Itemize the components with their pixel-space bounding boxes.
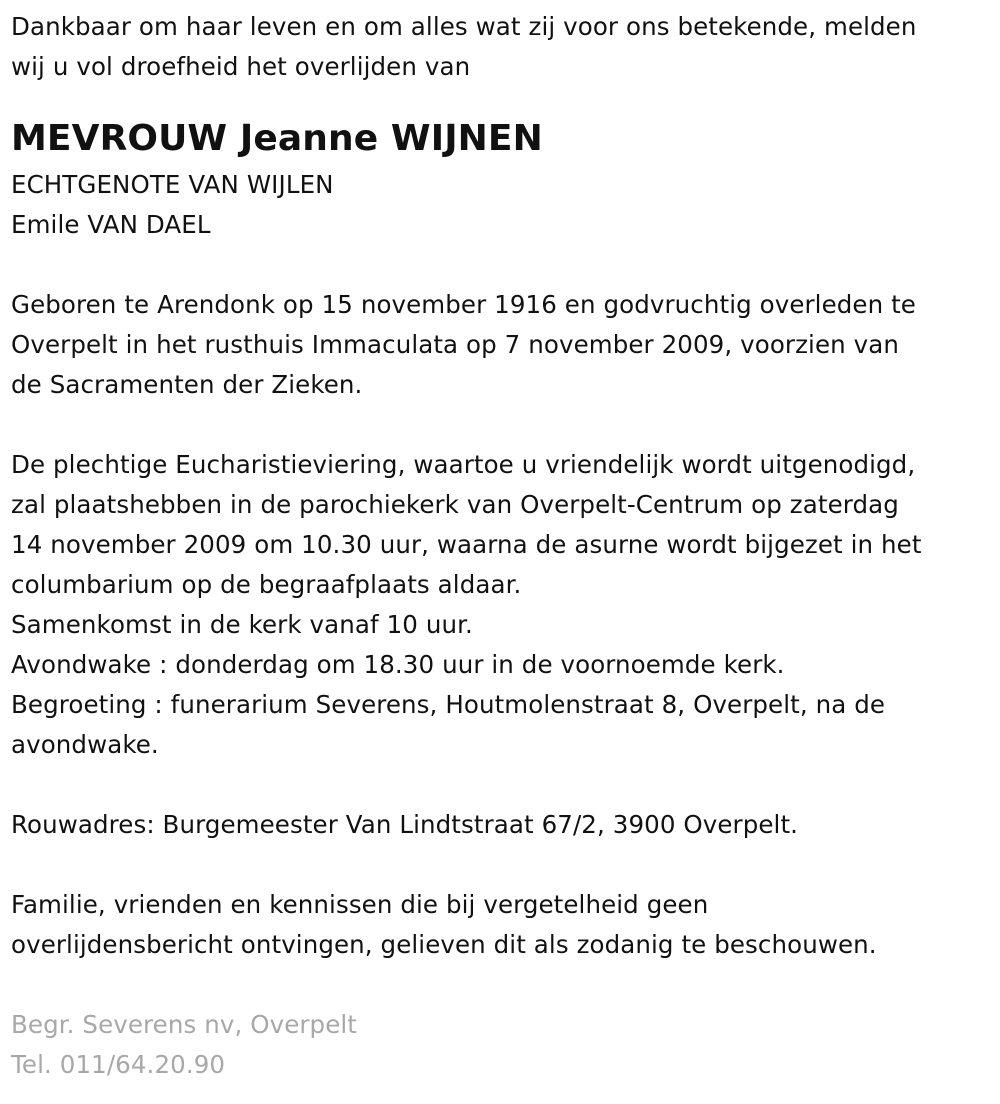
spacer: [11, 405, 996, 445]
greeting-info: Begroeting : funerarium Severens, Houtmolenstraat 8, Overpelt, na de: [11, 690, 886, 719]
intro-line: Dankbaar om haar leven en om alles wat zij voor ons betekende, melden: [11, 12, 917, 41]
notice-paragraph: [11, 885, 996, 965]
spacer: [11, 845, 996, 885]
relation-label: ECHTGENOTE VAN WIJLEN: [11, 170, 334, 199]
ceremony-line: 14 november 2009 om 10.30 uur, waarna de asurne wordt bijgezet in het: [11, 530, 922, 559]
birth-death-paragraph: [11, 285, 996, 405]
obituary-notice: [11, 7, 996, 1085]
funeral-home-phone: Tel. 011/64.20.90: [11, 1050, 226, 1079]
intro-line: wij u vol droefheid het overlijden van: [11, 52, 471, 81]
birth-death-line: Overpelt in het rusthuis Immaculata op 7 november 2009, voorzien van: [11, 330, 899, 359]
funeral-home-footer: [11, 1005, 996, 1085]
vigil-info: Avondwake : donderdag om 18.30 uur in de voornoemde kerk.: [11, 650, 785, 679]
intro-paragraph: [11, 7, 996, 87]
ceremony-line: columbarium op de begraafplaats aldaar.: [11, 570, 522, 599]
greeting-info: avondwake.: [11, 730, 159, 759]
ceremony-paragraph: [11, 445, 996, 765]
ceremony-line: zal plaatshebben in de parochiekerk van Overpelt-Centrum op zaterdag: [11, 490, 899, 519]
funeral-home-name: Begr. Severens nv, Overpelt: [11, 1010, 357, 1039]
mourning-address: [11, 805, 996, 845]
notice-line: overlijdensbericht ontvingen, gelieven dit als zodanig te beschouwen.: [11, 930, 877, 959]
birth-death-line: Geboren te Arendonk op 15 november 1916 en godvruchtig overleden te: [11, 290, 916, 319]
deceased-name: MEVROUW Jeanne WIJNEN: [11, 118, 543, 159]
spacer: [11, 765, 996, 805]
spouse-name: Emile VAN DAEL: [11, 210, 211, 239]
ceremony-line: De plechtige Eucharistieviering, waartoe u vriendelijk wordt uitgenodigd,: [11, 450, 916, 479]
spacer: [11, 245, 996, 285]
deceased-details: [11, 165, 996, 245]
notice-line: Familie, vrienden en kennissen die bij vergetelheid geen: [11, 890, 709, 919]
birth-death-line: de Sacramenten der Zieken.: [11, 370, 363, 399]
address-line: Rouwadres: Burgemeester Van Lindtstraat 67/2, 3900 Overpelt.: [11, 810, 799, 839]
gathering-info: Samenkomst in de kerk vanaf 10 uur.: [11, 610, 473, 639]
